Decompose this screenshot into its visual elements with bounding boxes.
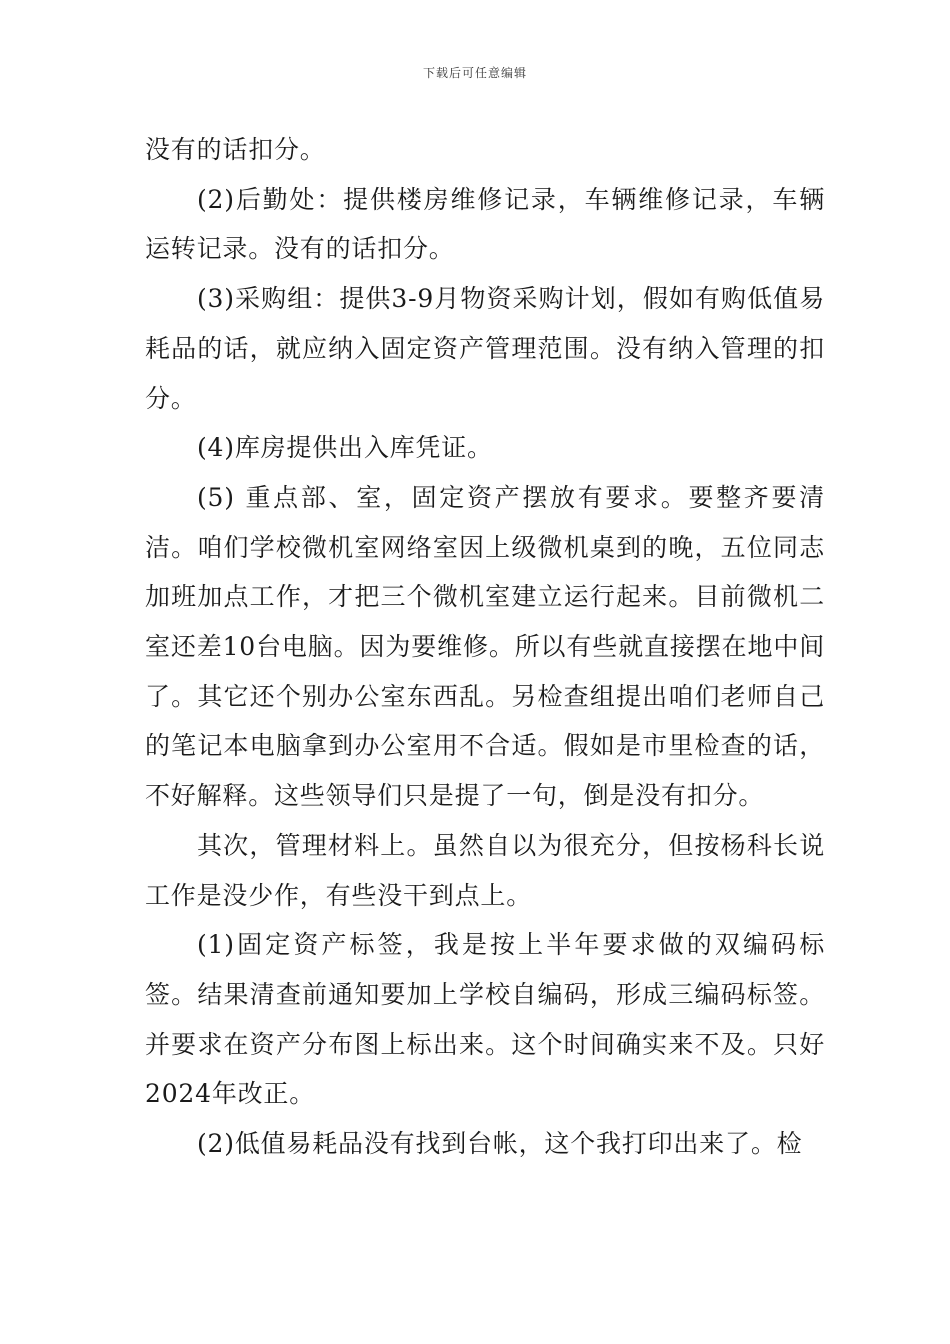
page-header: 下载后可任意编辑 bbox=[422, 66, 527, 80]
paragraph-3: (3)采购组：提供3-9月物资采购计划，假如有购低值易耗品的话，就应纳入固定资产管理范围。没有纳入管理的扣分。 bbox=[145, 284, 825, 413]
paragraph-4: (4)库房提供出入库凭证。 bbox=[197, 433, 493, 463]
document-body bbox=[145, 125, 825, 1169]
paragraph-1: 没有的话扣分。 bbox=[145, 135, 326, 164]
paragraph-7: (1)固定资产标签，我是按上半年要求做的双编码标签。结果清查前通知要加上学校自编码，形成三编码标签。并要求在资产分布图上标出来。这个时间确实来不及。只好2024年改正。 bbox=[145, 930, 825, 1109]
paragraph-6: 其次，管理材料上。虽然自以为很充分，但按杨科长说工作是没少作，有些没干到点上。 bbox=[145, 830, 825, 910]
paragraph-2: (2)后勤处：提供楼房维修记录，车辆维修记录，车辆运转记录。没有的话扣分。 bbox=[145, 184, 825, 264]
paragraph-5: (5) 重点部、室，固定资产摆放有要求。要整齐要清洁。咱们学校微机室网络室因上级微机桌到的晚，五位同志加班加点工作，才把三个微机室建立运行起来。目前微机二室还差10台电脑。因为要维修。所以有些就直接摆在地中间了。其它还个别办公室东西乱。另检查组提出咱们老师自己的笔记本电脑拿到办公室用不合适。假如是市里检查的话，不好解释。这些领导们只是提了一句，倒是没有扣分。 bbox=[145, 482, 825, 811]
paragraph-8: (2)低值易耗品没有找到台帐，这个我打印出来了。检 bbox=[197, 1129, 803, 1159]
